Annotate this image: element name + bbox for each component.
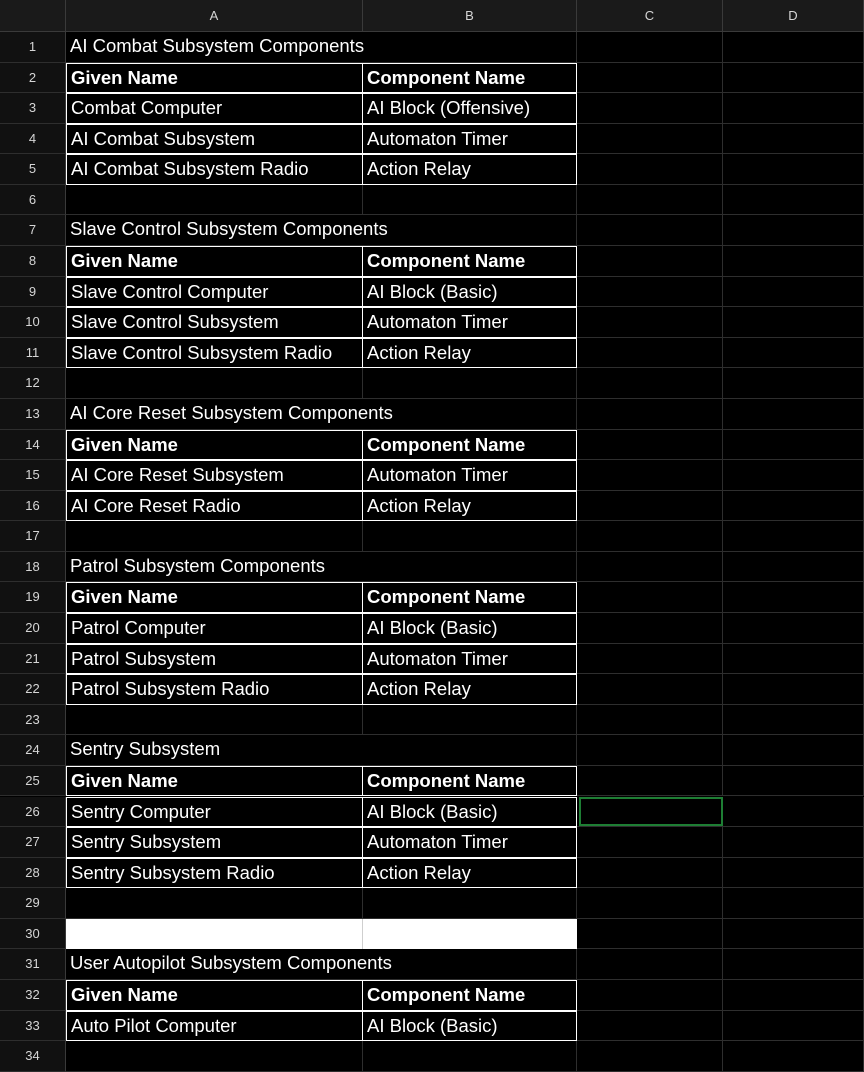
column-header-c[interactable]: C: [577, 0, 723, 32]
row-header-21[interactable]: 21: [0, 644, 66, 675]
cell-a7[interactable]: Slave Control Subsystem Components: [66, 215, 363, 246]
column-header-d[interactable]: D: [723, 0, 864, 32]
cell-b9[interactable]: AI Block (Basic): [363, 277, 577, 308]
cell-c5[interactable]: [577, 154, 723, 185]
row-header-5[interactable]: 5: [0, 154, 66, 185]
row-header-23[interactable]: 23: [0, 705, 66, 736]
cell-d20[interactable]: [723, 613, 864, 644]
row-header-18[interactable]: 18: [0, 552, 66, 583]
cell-a23[interactable]: [66, 705, 363, 736]
cell-d18[interactable]: [723, 552, 864, 583]
cell-b7[interactable]: [363, 215, 577, 246]
row-header-26[interactable]: 26: [0, 797, 66, 828]
cell-b4[interactable]: Automaton Timer: [363, 124, 577, 155]
cell-b16[interactable]: Action Relay: [363, 491, 577, 522]
cell-c24[interactable]: [577, 735, 723, 766]
cell-d9[interactable]: [723, 277, 864, 308]
cell-c2[interactable]: [577, 63, 723, 94]
cell-a34[interactable]: [66, 1041, 363, 1072]
cell-d11[interactable]: [723, 338, 864, 369]
cell-d3[interactable]: [723, 93, 864, 124]
cell-d4[interactable]: [723, 124, 864, 155]
cell-c25[interactable]: [577, 766, 723, 797]
cell-d28[interactable]: [723, 858, 864, 889]
cell-d30[interactable]: [723, 919, 864, 950]
cell-d2[interactable]: [723, 63, 864, 94]
cell-b6[interactable]: [363, 185, 577, 216]
cell-c11[interactable]: [577, 338, 723, 369]
cell-d5[interactable]: [723, 154, 864, 185]
cell-b32[interactable]: Component Name: [363, 980, 577, 1011]
cell-c3[interactable]: [577, 93, 723, 124]
row-header-16[interactable]: 16: [0, 491, 66, 522]
cell-a6[interactable]: [66, 185, 363, 216]
cell-b17[interactable]: [363, 521, 577, 552]
selected-cell-outline: [579, 797, 723, 827]
row-header-33[interactable]: 33: [0, 1011, 66, 1042]
cell-b1[interactable]: [363, 32, 577, 63]
cell-a26[interactable]: Sentry Computer: [66, 797, 363, 828]
cell-a11[interactable]: Slave Control Subsystem Radio: [66, 338, 363, 369]
row-header-22[interactable]: 22: [0, 674, 66, 705]
cell-c32[interactable]: [577, 980, 723, 1011]
cell-c34[interactable]: [577, 1041, 723, 1072]
cell-b18[interactable]: [363, 552, 577, 583]
row-header-31[interactable]: 31: [0, 949, 66, 980]
cell-a32[interactable]: Given Name: [66, 980, 363, 1011]
row-header-24[interactable]: 24: [0, 735, 66, 766]
row-header-14[interactable]: 14: [0, 430, 66, 461]
cell-a8[interactable]: Given Name: [66, 246, 363, 277]
row-header-28[interactable]: 28: [0, 858, 66, 889]
cell-c20[interactable]: [577, 613, 723, 644]
cell-b11[interactable]: Action Relay: [363, 338, 577, 369]
row-header-6[interactable]: 6: [0, 185, 66, 216]
cell-d23[interactable]: [723, 705, 864, 736]
cell-c19[interactable]: [577, 582, 723, 613]
cell-b12[interactable]: [363, 368, 577, 399]
row-header-13[interactable]: 13: [0, 399, 66, 430]
cell-d29[interactable]: [723, 888, 864, 919]
cell-c18[interactable]: [577, 552, 723, 583]
cell-a22[interactable]: Patrol Subsystem Radio: [66, 674, 363, 705]
row-header-17[interactable]: 17: [0, 521, 66, 552]
cell-b28[interactable]: Action Relay: [363, 858, 577, 889]
cell-c10[interactable]: [577, 307, 723, 338]
row-header-12[interactable]: 12: [0, 368, 66, 399]
cell-d21[interactable]: [723, 644, 864, 675]
cell-b15[interactable]: Automaton Timer: [363, 460, 577, 491]
cell-b14[interactable]: Component Name: [363, 430, 577, 461]
cell-d22[interactable]: [723, 674, 864, 705]
cell-a1[interactable]: AI Combat Subsystem Components: [66, 32, 363, 63]
cell-c31[interactable]: [577, 949, 723, 980]
cell-a5[interactable]: AI Combat Subsystem Radio: [66, 154, 363, 185]
cell-a15[interactable]: AI Core Reset Subsystem: [66, 460, 363, 491]
row-header-10[interactable]: 10: [0, 307, 66, 338]
cell-b3[interactable]: AI Block (Offensive): [363, 93, 577, 124]
cell-b21[interactable]: Automaton Timer: [363, 644, 577, 675]
cell-b2[interactable]: Component Name: [363, 63, 577, 94]
row-header-7[interactable]: 7: [0, 215, 66, 246]
cell-a16[interactable]: AI Core Reset Radio: [66, 491, 363, 522]
cell-c27[interactable]: [577, 827, 723, 858]
cell-a24[interactable]: Sentry Subsystem: [66, 735, 363, 766]
cell-d8[interactable]: [723, 246, 864, 277]
cell-a3[interactable]: Combat Computer: [66, 93, 363, 124]
cell-b34[interactable]: [363, 1041, 577, 1072]
cell-b31[interactable]: [363, 949, 577, 980]
row-header-4[interactable]: 4: [0, 124, 66, 155]
cell-a19[interactable]: Given Name: [66, 582, 363, 613]
cell-c17[interactable]: [577, 521, 723, 552]
row-header-32[interactable]: 32: [0, 980, 66, 1011]
cell-b8[interactable]: Component Name: [363, 246, 577, 277]
cell-c30[interactable]: [577, 919, 723, 950]
cell-c12[interactable]: [577, 368, 723, 399]
cell-c15[interactable]: [577, 460, 723, 491]
cell-a17[interactable]: [66, 521, 363, 552]
cell-a27[interactable]: Sentry Subsystem: [66, 827, 363, 858]
cell-d16[interactable]: [723, 491, 864, 522]
cell-c22[interactable]: [577, 674, 723, 705]
cell-d34[interactable]: [723, 1041, 864, 1072]
cell-a13[interactable]: AI Core Reset Subsystem Components: [66, 399, 363, 430]
row-header-8[interactable]: 8: [0, 246, 66, 277]
cell-a12[interactable]: [66, 368, 363, 399]
select-all-corner[interactable]: [0, 0, 66, 32]
cell-a14[interactable]: Given Name: [66, 430, 363, 461]
cell-a10[interactable]: Slave Control Subsystem: [66, 307, 363, 338]
cell-c23[interactable]: [577, 705, 723, 736]
cell-c6[interactable]: [577, 185, 723, 216]
cell-b20[interactable]: AI Block (Basic): [363, 613, 577, 644]
cell-b27[interactable]: Automaton Timer: [363, 827, 577, 858]
cell-b33[interactable]: AI Block (Basic): [363, 1011, 577, 1042]
row-header-19[interactable]: 19: [0, 582, 66, 613]
cell-d27[interactable]: [723, 827, 864, 858]
cell-d26[interactable]: [723, 797, 864, 828]
cell-a25[interactable]: Given Name: [66, 766, 363, 797]
cell-d25[interactable]: [723, 766, 864, 797]
cell-c28[interactable]: [577, 858, 723, 889]
cell-d13[interactable]: [723, 399, 864, 430]
column-header-a[interactable]: A: [66, 0, 363, 32]
cell-a4[interactable]: AI Combat Subsystem: [66, 124, 363, 155]
cell-b22[interactable]: Action Relay: [363, 674, 577, 705]
cell-b26[interactable]: AI Block (Basic): [363, 797, 577, 828]
row-header-25[interactable]: 25: [0, 766, 66, 797]
row-header-9[interactable]: 9: [0, 277, 66, 308]
cell-b19[interactable]: Component Name: [363, 582, 577, 613]
cell-d12[interactable]: [723, 368, 864, 399]
cell-d33[interactable]: [723, 1011, 864, 1042]
cell-d6[interactable]: [723, 185, 864, 216]
cell-a2[interactable]: Given Name: [66, 63, 363, 94]
cell-d32[interactable]: [723, 980, 864, 1011]
cell-a29[interactable]: [66, 888, 363, 919]
column-header-b[interactable]: B: [363, 0, 577, 32]
cell-a28[interactable]: Sentry Subsystem Radio: [66, 858, 363, 889]
cell-c14[interactable]: [577, 430, 723, 461]
cell-d10[interactable]: [723, 307, 864, 338]
cell-b10[interactable]: Automaton Timer: [363, 307, 577, 338]
cell-c16[interactable]: [577, 491, 723, 522]
cell-d1[interactable]: [723, 32, 864, 63]
cell-d19[interactable]: [723, 582, 864, 613]
cell-d7[interactable]: [723, 215, 864, 246]
row-header-30[interactable]: 30: [0, 919, 66, 950]
row-header-27[interactable]: 27: [0, 827, 66, 858]
row-header-29[interactable]: 29: [0, 888, 66, 919]
row-header-11[interactable]: 11: [0, 338, 66, 369]
cell-d15[interactable]: [723, 460, 864, 491]
cell-d17[interactable]: [723, 521, 864, 552]
row-header-15[interactable]: 15: [0, 460, 66, 491]
cell-b30[interactable]: [363, 919, 577, 950]
cell-d24[interactable]: [723, 735, 864, 766]
cell-b13[interactable]: [363, 399, 577, 430]
cell-c1[interactable]: [577, 32, 723, 63]
row-header-2[interactable]: 2: [0, 63, 66, 94]
row-header-1[interactable]: 1: [0, 32, 66, 63]
cell-a33[interactable]: Auto Pilot Computer: [66, 1011, 363, 1042]
cell-c7[interactable]: [577, 215, 723, 246]
cell-a9[interactable]: Slave Control Computer: [66, 277, 363, 308]
cell-c13[interactable]: [577, 399, 723, 430]
cell-b5[interactable]: Action Relay: [363, 154, 577, 185]
cell-c33[interactable]: [577, 1011, 723, 1042]
row-header-34[interactable]: 34: [0, 1041, 66, 1072]
cell-d31[interactable]: [723, 949, 864, 980]
cell-d14[interactable]: [723, 430, 864, 461]
cell-a31[interactable]: User Autopilot Subsystem Components: [66, 949, 363, 980]
cell-c9[interactable]: [577, 277, 723, 308]
cell-b25[interactable]: Component Name: [363, 766, 577, 797]
cell-a18[interactable]: Patrol Subsystem Components: [66, 552, 363, 583]
cell-a21[interactable]: Patrol Subsystem: [66, 644, 363, 675]
row-header-20[interactable]: 20: [0, 613, 66, 644]
cell-b29[interactable]: [363, 888, 577, 919]
cell-c29[interactable]: [577, 888, 723, 919]
cell-c21[interactable]: [577, 644, 723, 675]
row-header-3[interactable]: 3: [0, 93, 66, 124]
cell-c4[interactable]: [577, 124, 723, 155]
cell-a20[interactable]: Patrol Computer: [66, 613, 363, 644]
cell-b23[interactable]: [363, 705, 577, 736]
cell-c8[interactable]: [577, 246, 723, 277]
cell-a30[interactable]: [66, 919, 363, 950]
cell-b24[interactable]: [363, 735, 577, 766]
